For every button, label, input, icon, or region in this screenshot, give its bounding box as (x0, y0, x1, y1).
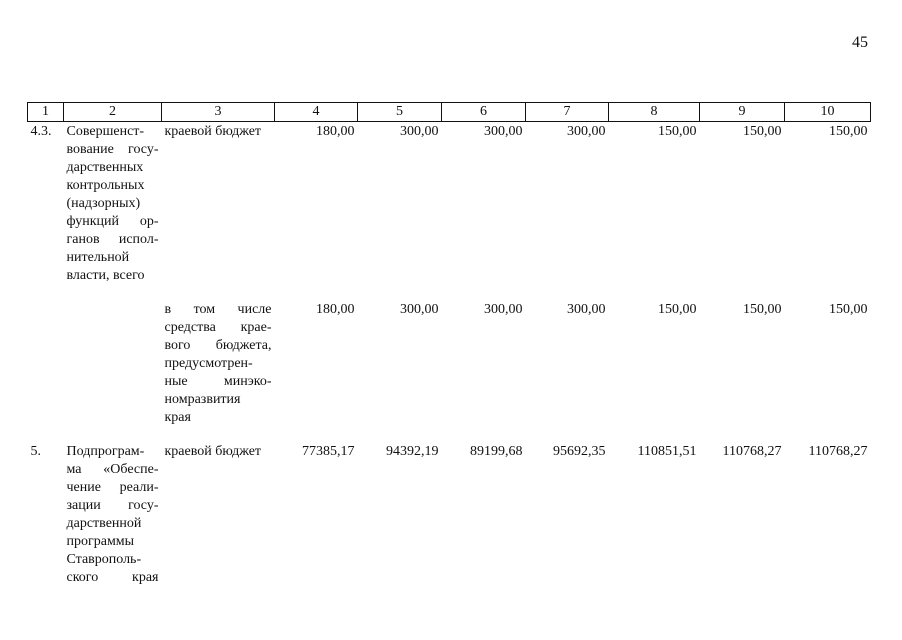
value-cell: 300,00 (400, 124, 439, 139)
column-header: 3 (162, 103, 275, 122)
row-name-line: Совершенст- (66, 124, 145, 139)
value-cell: 300,00 (567, 302, 606, 317)
value-cell: 150,00 (743, 302, 782, 317)
row-name-line: Подпрограм- (66, 444, 145, 459)
column-header: 1 (28, 103, 64, 122)
funding-source-line: вого бюджета, (164, 338, 272, 353)
row-code: 4.3. (30, 124, 52, 139)
column-header: 7 (526, 103, 609, 122)
funding-source-line: в том числе (164, 302, 272, 317)
funding-source-line: ные минэко- (164, 374, 272, 389)
row-name-line: зации госу- (66, 498, 159, 513)
value-cell: 110851,51 (637, 444, 697, 459)
funding-source-line: средства крае- (164, 320, 272, 335)
row-name-line: дарственных (66, 160, 144, 175)
row-name-line: ского края (66, 570, 159, 585)
funding-source (162, 443, 275, 587)
funding-source-line: предусмотрен- (164, 356, 253, 371)
value-cell: 110768,27 (808, 444, 868, 459)
budget-table (27, 102, 871, 587)
value-cell: 95692,35 (553, 444, 606, 459)
row-name-line: функций ор- (66, 214, 159, 229)
column-header: 5 (358, 103, 442, 122)
value-cell: 150,00 (829, 124, 868, 139)
funding-source-line: краевой бюджет (164, 444, 262, 459)
row-name-line: власти, всего (66, 268, 145, 283)
row-name-line: (надзорных) (66, 196, 141, 211)
row-name-line: дарственной (66, 516, 142, 531)
funding-source-line: краевой бюджет (164, 124, 262, 139)
row-name-line: чение реали- (66, 480, 159, 495)
row-name-line: ма «Обеспе- (66, 462, 159, 477)
column-header: 2 (64, 103, 162, 122)
value-cell: 150,00 (658, 302, 697, 317)
row-name-line: контрольных (66, 178, 145, 193)
row-name-line: программы (66, 534, 135, 549)
funding-source-line: номразвития (164, 392, 241, 407)
column-header: 8 (609, 103, 700, 122)
value-cell: 180,00 (316, 302, 355, 317)
value-cell: 77385,17 (302, 444, 355, 459)
column-header: 4 (275, 103, 358, 122)
funding-source (162, 122, 275, 302)
page-number: 45 (852, 34, 868, 51)
row-name-line: Ставрополь- (66, 552, 142, 567)
row-name (64, 122, 162, 302)
value-cell: 150,00 (743, 124, 782, 139)
column-header: 10 (785, 103, 871, 122)
value-cell: 89199,68 (470, 444, 523, 459)
value-cell: 300,00 (400, 302, 439, 317)
row-name-line: вование госу- (66, 142, 159, 157)
column-header: 6 (442, 103, 526, 122)
row-code (28, 301, 64, 443)
value-cell: 94392,19 (386, 444, 439, 459)
value-cell: 150,00 (658, 124, 697, 139)
value-cell: 300,00 (567, 124, 606, 139)
funding-source (162, 301, 275, 443)
column-header: 9 (700, 103, 785, 122)
value-cell: 150,00 (829, 302, 868, 317)
value-cell: 110768,27 (722, 444, 782, 459)
value-cell: 300,00 (484, 302, 523, 317)
value-cell: 300,00 (484, 124, 523, 139)
column-number-header (28, 103, 871, 122)
table-row (28, 443, 871, 587)
table-row (28, 301, 871, 443)
row-code: 5. (30, 444, 41, 459)
row-name (64, 443, 162, 587)
funding-source-line: края (164, 410, 191, 425)
row-name (64, 301, 162, 443)
row-name-line: нительной (66, 250, 130, 265)
row-name-line: ганов испол- (66, 232, 159, 247)
table-row (28, 122, 871, 302)
value-cell: 180,00 (316, 124, 355, 139)
